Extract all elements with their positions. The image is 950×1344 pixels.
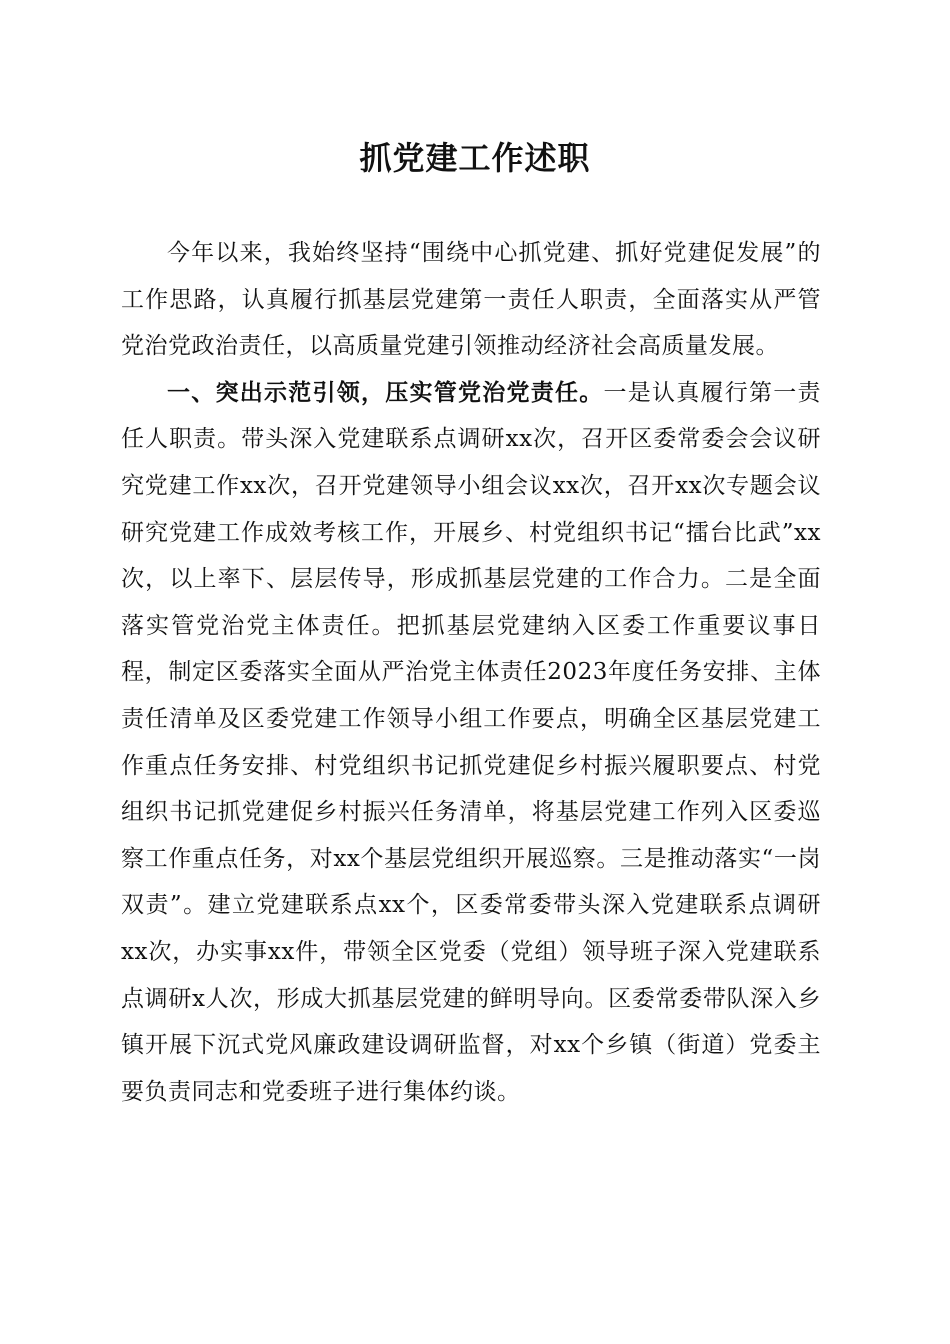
section-one-heading: 一、突出示范引领，压实管党治党责任。 (167, 378, 604, 406)
document-title: 抓党建工作述职 (359, 139, 591, 177)
section-one-text: 一是认真履行第一责任人职责。带头深入党建联系点调研xx次，召开区委常委会会议研究党建工作xx次，召开党建领导小组会议xx次，召开xx次专题会议研究党建工作成效考核工作，开展乡、村党组织书记“擂台比武”xx次，以上率下、层层传导，形成抓基层党建的工作合力。二是全面落实管党治党主体责任。把抓基层党建纳入区委工作重要议事日程，制定区委落实全面从严治党主体责任2023年度任务安排、主体责任清单及区委党建工作领导小组工作要点，明确全区基层党建工作重点任务安排、村党组织书记抓党建促乡村振兴履职要点、村党组织书记抓党建促乡村振兴任务清单，将基层党建工作列入区委巡察工作重点任务，对xx个基层党组织开展巡察。三是推动落实“一岗双责”。建立党建联系点xx个，区委常委带头深入党建联系点调研xx次，办实事xx件，带领全区党委（党组）领导班子深入党建联系点调研x人次，形成大抓基层党建的鲜明导向。区委常委带队深入乡镇开展下沉式党风廉政建设调研监督，对xx个乡镇（街道）党委主要负责同志和党委班子进行集体约谈。 (121, 379, 821, 1105)
intro-paragraph-text: 今年以来，我始终坚持“围绕中心抓党建、抓好党建促发展”的工作思路，认真履行抓基层党建第一责任人职责，全面落实从严管党治党政治责任，以高质量党建引领推动经济社会高质量发展。 (121, 240, 821, 360)
section-one-paragraph (121, 370, 821, 1116)
intro-paragraph (121, 230, 821, 370)
document-body (121, 230, 821, 1115)
